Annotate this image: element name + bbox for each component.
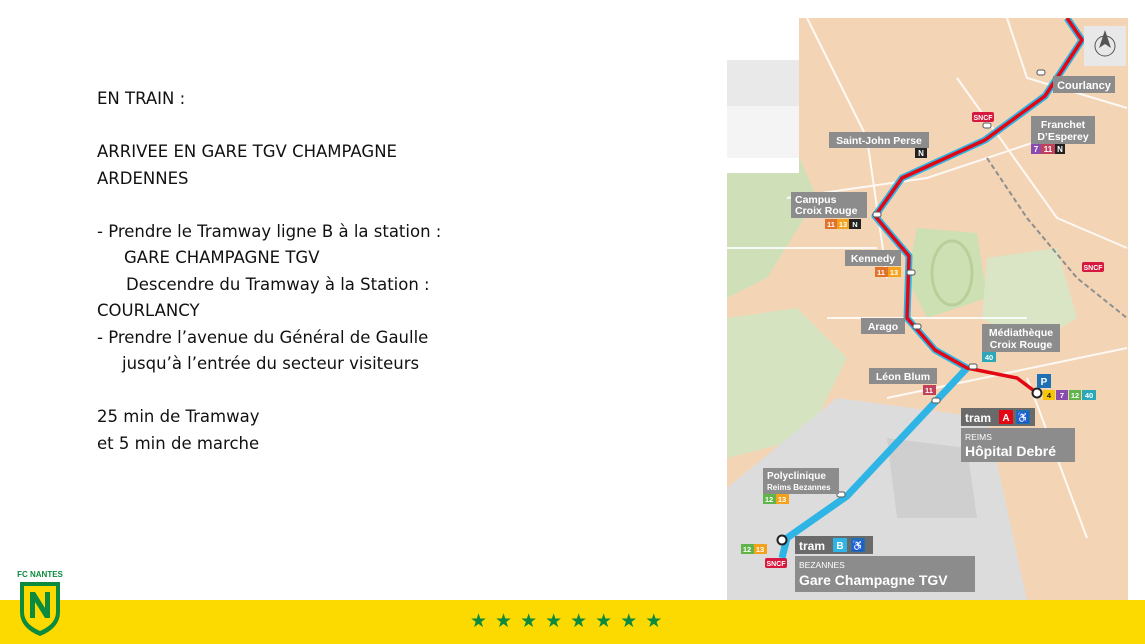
svg-text:♿: ♿	[1016, 413, 1030, 424]
gare-badges	[741, 544, 767, 554]
svg-text:13: 13	[889, 268, 899, 277]
svg-text:4: 4	[1046, 391, 1052, 400]
sncf-badge-top	[972, 112, 994, 122]
svg-text:tram: tram	[799, 539, 826, 553]
station-gare-champagne	[795, 556, 975, 592]
heading-text: EN TRAIN :	[97, 89, 186, 108]
svg-text:Léon Blum: Léon Blum	[875, 371, 931, 383]
svg-text:12: 12	[1070, 391, 1080, 400]
svg-text:P: P	[1040, 377, 1048, 388]
svg-text:13: 13	[755, 545, 765, 554]
tram-a-label	[961, 408, 1035, 426]
svg-text:13: 13	[838, 220, 848, 229]
svg-text:SNCF: SNCF	[766, 561, 786, 568]
sncf-badge-right	[1082, 262, 1104, 272]
arrival-line-2: ARDENNES	[97, 168, 189, 188]
sncf-badge-bottom	[765, 558, 787, 568]
svg-text:13: 13	[777, 495, 787, 504]
svg-text:7: 7	[1033, 145, 1039, 154]
svg-text:D’Esperey: D’Esperey	[1037, 131, 1089, 143]
svg-text:tram: tram	[965, 411, 992, 425]
svg-text:SNCF: SNCF	[1083, 265, 1103, 272]
svg-text:11: 11	[925, 386, 933, 395]
directions-text	[97, 86, 517, 457]
station-arago	[861, 318, 905, 334]
svg-text:Reims Bezannes: Reims Bezannes	[767, 483, 831, 492]
svg-text:Saint-John Perse: Saint-John Perse	[836, 135, 922, 147]
duration-line-2: et 5 min de marche	[97, 433, 260, 453]
svg-text:N: N	[1057, 145, 1063, 154]
svg-text:Franchet: Franchet	[1040, 119, 1086, 131]
svg-text:12: 12	[742, 545, 752, 554]
duration-line-1: 25 min de Tramway	[97, 407, 260, 426]
arrival-line-1: ARRIVEE EN GARE TGV CHAMPAGNE	[97, 142, 397, 161]
svg-text:N: N	[918, 149, 924, 158]
tram-b-label	[795, 536, 873, 554]
svg-text:N: N	[852, 220, 858, 229]
svg-text:7: 7	[1059, 391, 1065, 400]
tram-map	[727, 18, 1128, 600]
svg-text:Croix Rouge: Croix Rouge	[795, 205, 858, 217]
svg-text:REIMS: REIMS	[965, 432, 992, 442]
hopital-badges	[1043, 390, 1096, 400]
parking-icon	[1037, 374, 1051, 388]
svg-text:SNCF: SNCF	[973, 115, 993, 122]
fc-nantes-logo	[14, 572, 66, 638]
svg-text:Courlancy: Courlancy	[1057, 80, 1111, 92]
svg-text:12: 12	[764, 495, 774, 504]
station-courlancy	[1053, 76, 1115, 93]
svg-text:Médiathèque: Médiathèque	[988, 327, 1054, 339]
station-hopital-debre	[961, 428, 1075, 462]
step2-line-2: jusqu’à l’entrée du secteur visiteurs	[122, 354, 420, 373]
club-name: FC NANTES	[17, 570, 63, 579]
svg-text:B: B	[836, 541, 844, 552]
step1-line-4: COURLANCY	[97, 301, 200, 320]
compass-icon	[1084, 26, 1126, 66]
svg-text:Gare Champagne TGV: Gare Champagne TGV	[799, 572, 948, 588]
svg-text:Croix Rouge: Croix Rouge	[989, 339, 1053, 351]
step1-line-3: Descendre du Tramway à la Station :	[126, 274, 430, 294]
svg-text:♿: ♿	[851, 541, 865, 552]
gare-terminus	[778, 536, 787, 545]
stars-decoration: ★★★★★★★★	[470, 610, 671, 632]
svg-text:Hôpital Debré: Hôpital Debré	[965, 443, 1057, 459]
hopital-terminus	[1033, 389, 1042, 398]
svg-text:Kennedy: Kennedy	[850, 253, 896, 265]
svg-text:40: 40	[984, 353, 994, 362]
svg-text:Campus: Campus	[795, 194, 837, 206]
step1-line-1: - Prendre le Tramway ligne B à la station :	[97, 221, 442, 241]
svg-text:11: 11	[1043, 145, 1053, 154]
svg-text:11: 11	[827, 220, 835, 229]
svg-text:11: 11	[877, 268, 885, 277]
svg-text:A: A	[1002, 413, 1010, 424]
svg-text:Polyclinique: Polyclinique	[767, 471, 826, 482]
svg-text:BEZANNES: BEZANNES	[799, 560, 845, 570]
step2-line-1: - Prendre l’avenue du Général de Gaulle	[97, 327, 429, 347]
step1-line-2: GARE CHAMPAGNE TGV	[124, 248, 320, 267]
svg-text:40: 40	[1084, 391, 1094, 400]
svg-text:Arago: Arago	[867, 321, 899, 333]
